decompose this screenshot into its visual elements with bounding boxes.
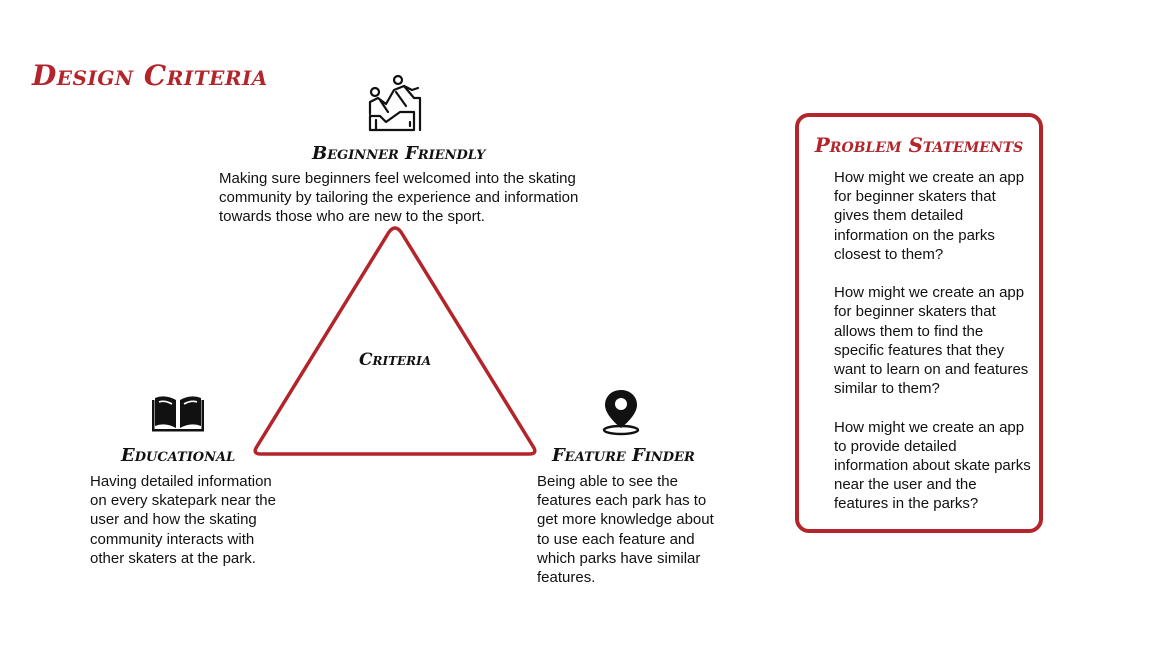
problem-statement-item: How might we create an app for beginner skaters that gives them detailed information on the parks closest to them?	[834, 169, 1025, 263]
criteria-triangle	[245, 222, 545, 458]
problem-statements-title: Problem Statements	[814, 133, 1024, 157]
beginner-friendly-heading: Beginner Friendly	[312, 143, 486, 164]
feature-finder-description: Being able to see the features each park has to get more knowledge about to use each feature and which parks have similar features.	[537, 473, 714, 587]
map-pin-icon	[601, 388, 641, 436]
triangle-outline	[255, 228, 535, 454]
problem-statement-item: How might we create an app to provide detailed information about skate parks near the user and the features in the parks?	[834, 418, 1031, 513]
beginner-friendly-description: Making sure beginners feel welcomed into the skating community by tailoring the experience and information towards those who are new to the sport.	[219, 170, 579, 226]
educational-description: Having detailed information on every skatepark near the user and how the skating community interacts with other skaters at the park.	[90, 473, 276, 567]
feature-finder-heading: Feature Finder	[552, 445, 695, 466]
criteria-center-label: Criteria	[358, 350, 432, 370]
open-book-icon	[152, 394, 204, 434]
skateboarder-ramp-icon	[366, 72, 422, 132]
page-title: Design Criteria	[32, 59, 268, 92]
problem-statements-list	[834, 168, 1034, 533]
problem-statements-box	[795, 113, 1043, 533]
educational-heading: Educational	[121, 445, 236, 466]
problem-statement-item: How might we create an app for beginner skaters that allows them to find the specific features that they want to learn on and features similar to them?	[834, 284, 1029, 398]
